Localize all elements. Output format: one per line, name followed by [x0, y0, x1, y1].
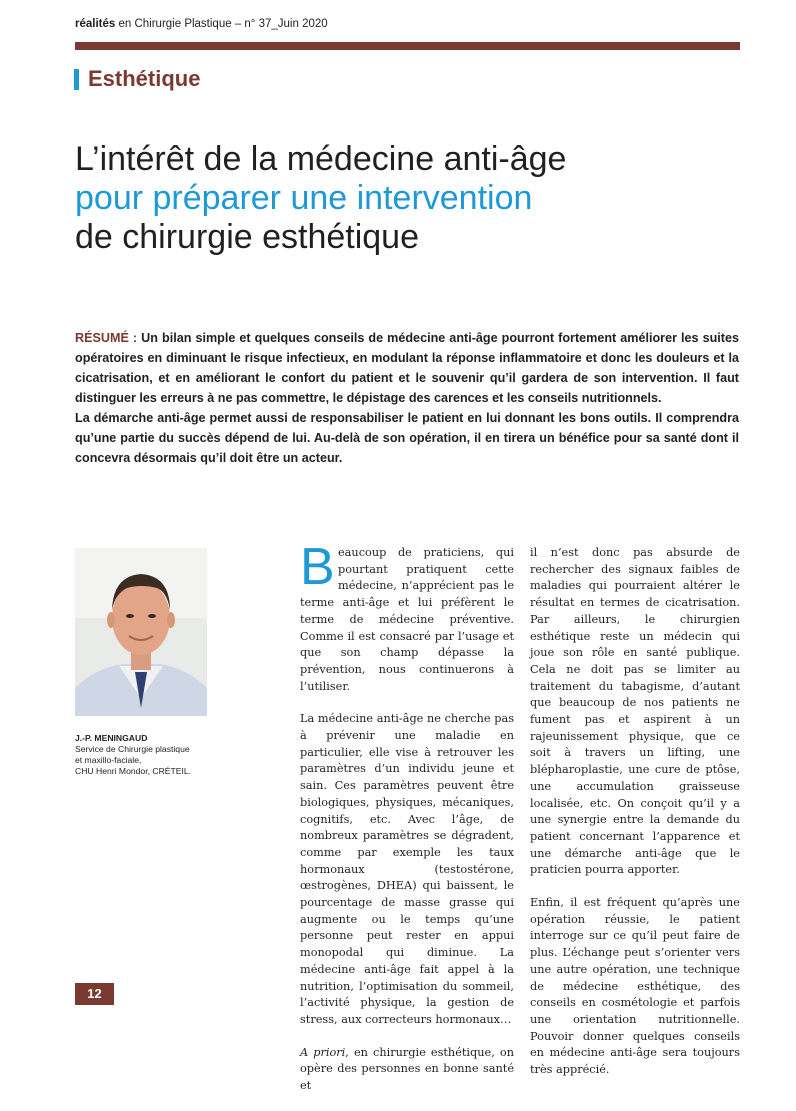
body-column-1	[300, 538, 514, 1111]
author-affiliation-3: CHU Henri Mondor, CRÉTEIL.	[75, 766, 192, 776]
running-header	[75, 18, 328, 30]
body-paragraph	[300, 1045, 514, 1095]
dropcap-letter: B	[300, 538, 335, 596]
article-title	[75, 140, 566, 257]
body-paragraph	[300, 538, 514, 695]
header-rule	[75, 42, 740, 50]
body-paragraph: Enfin, il est fréquent qu’après une opération réussie, le patient interroge sur ce qu’il peut faire de plus. L’échange peut s’orienter vers une autre opération, une technique de médecine esthétique, des conseils en cosmétologie et parfois une orientation nutritionnelle. Pouvoir donner quelques conseils en médecine anti-âge sera toujours très apprécié.	[530, 896, 740, 1077]
author-portrait-illustration	[75, 548, 207, 716]
journal-name: réalités	[75, 18, 116, 30]
body-column-2	[530, 545, 740, 1095]
section-label: Esthétique	[88, 66, 201, 91]
dropcap-box	[300, 538, 335, 596]
author-photo	[75, 548, 207, 716]
author-info	[75, 733, 255, 777]
body-paragraph: La médecine anti-âge ne cherche pas à prévenir une maladie en particulier, elle vise à retrouver les paramètres d’un individu jeune et sain. Ces paramètres peuvent être biologiques, physiques, mécaniques, cognitifs, etc. Avec l’âge, de nombreux paramètres se dégradent, comme par exemple les taux hormonaux (testostérone, œstrogènes, DHEA) qui baissent, le pourcentage de masse grasse qui augmente ou le temps qu’une personne peut rester en appui monopodal qui diminue. La médecine anti-âge fait appel à la nutrition, l’optimisation du sommeil, l’activité physique, la gestion de stress, aux correcteurs hormonaux…	[300, 712, 514, 1026]
body-paragraph: il n’est donc pas absurde de rechercher des signaux faibles de maladies qui pourraient altérer le résultat en termes de cicatrisation. Par ailleurs, le chirurgien esthétique reste un médecin qui joue son rôle en santé publique. Cela ne doit pas se limiter au traitement du tabagisme, d’autant que beaucoup de nos patients ne fument pas et aspirent à un rajeunissement physique, que ce soit à travers un lifting, une blépharoplastie, une cure de ptôse, une accumulation graisseuse localisée, etc. On conçoit qu’il y a une synergie entre la demande du patient concernant l’apparence et une démarche anti-âge que le praticien pourra apporter.	[530, 546, 740, 877]
paragraph-text: eaucoup de praticiens, qui pourtant pratiquent cette médecine, n’apprécient pas le terme anti-âge et lui préfèrent le terme de médecine préventive. Comme il est consacré par l’usage et que son champ dépasse la prévention, nous continuerons à l’utiliser.	[300, 546, 514, 693]
section-marker	[74, 69, 79, 90]
title-line-1: L’intérêt de la médecine anti-âge	[75, 140, 567, 178]
section-heading	[74, 66, 200, 92]
journal-issue: en Chirurgie Plastique – n° 37_Juin 2020	[115, 18, 328, 30]
title-line-3: de chirurgie esthétique	[75, 218, 420, 256]
abstract-paragraph-2: La démarche anti-âge permet aussi de responsabiliser le patient en lui donnant les bons outils. Il comprendra qu’une partie du succès dépend de lui. Au-delà de son opération, il en tirera un bénéfice pour sa santé dont il concevra désormais qu’il doit être un acteur.	[75, 411, 739, 465]
abstract-keyword: RÉSUMÉ :	[75, 331, 138, 345]
abstract-paragraph-1	[75, 328, 739, 408]
page-number: 12	[75, 983, 114, 1005]
abstract-text-1: Un bilan simple et quelques conseils de médecine anti-âge pourront fortement améliorer les suites opératoires en diminuant le risque infectieux, en modulant la réponse inflammatoire et donc les douleurs et la cicatrisation, et en améliorant le confort du patient et le souvenir qu’il gardera de son intervention. Il faut distinguer les erreurs à ne pas commettre, le dépistage des carences et les conseils nutritionnels.	[75, 331, 739, 405]
title-line-2: pour préparer une intervention	[75, 179, 533, 217]
abstract	[75, 328, 739, 468]
paragraph-text: , en chirurgie esthétique, on opère des personnes en bonne santé et	[300, 1045, 514, 1093]
author-name: J.-P. MENINGAUD	[75, 733, 148, 743]
italic-phrase: A priori	[300, 1045, 346, 1059]
author-affiliation-1: Service de Chirurgie plastique	[75, 744, 190, 754]
author-affiliation-2: et maxillo-faciale,	[75, 755, 142, 765]
